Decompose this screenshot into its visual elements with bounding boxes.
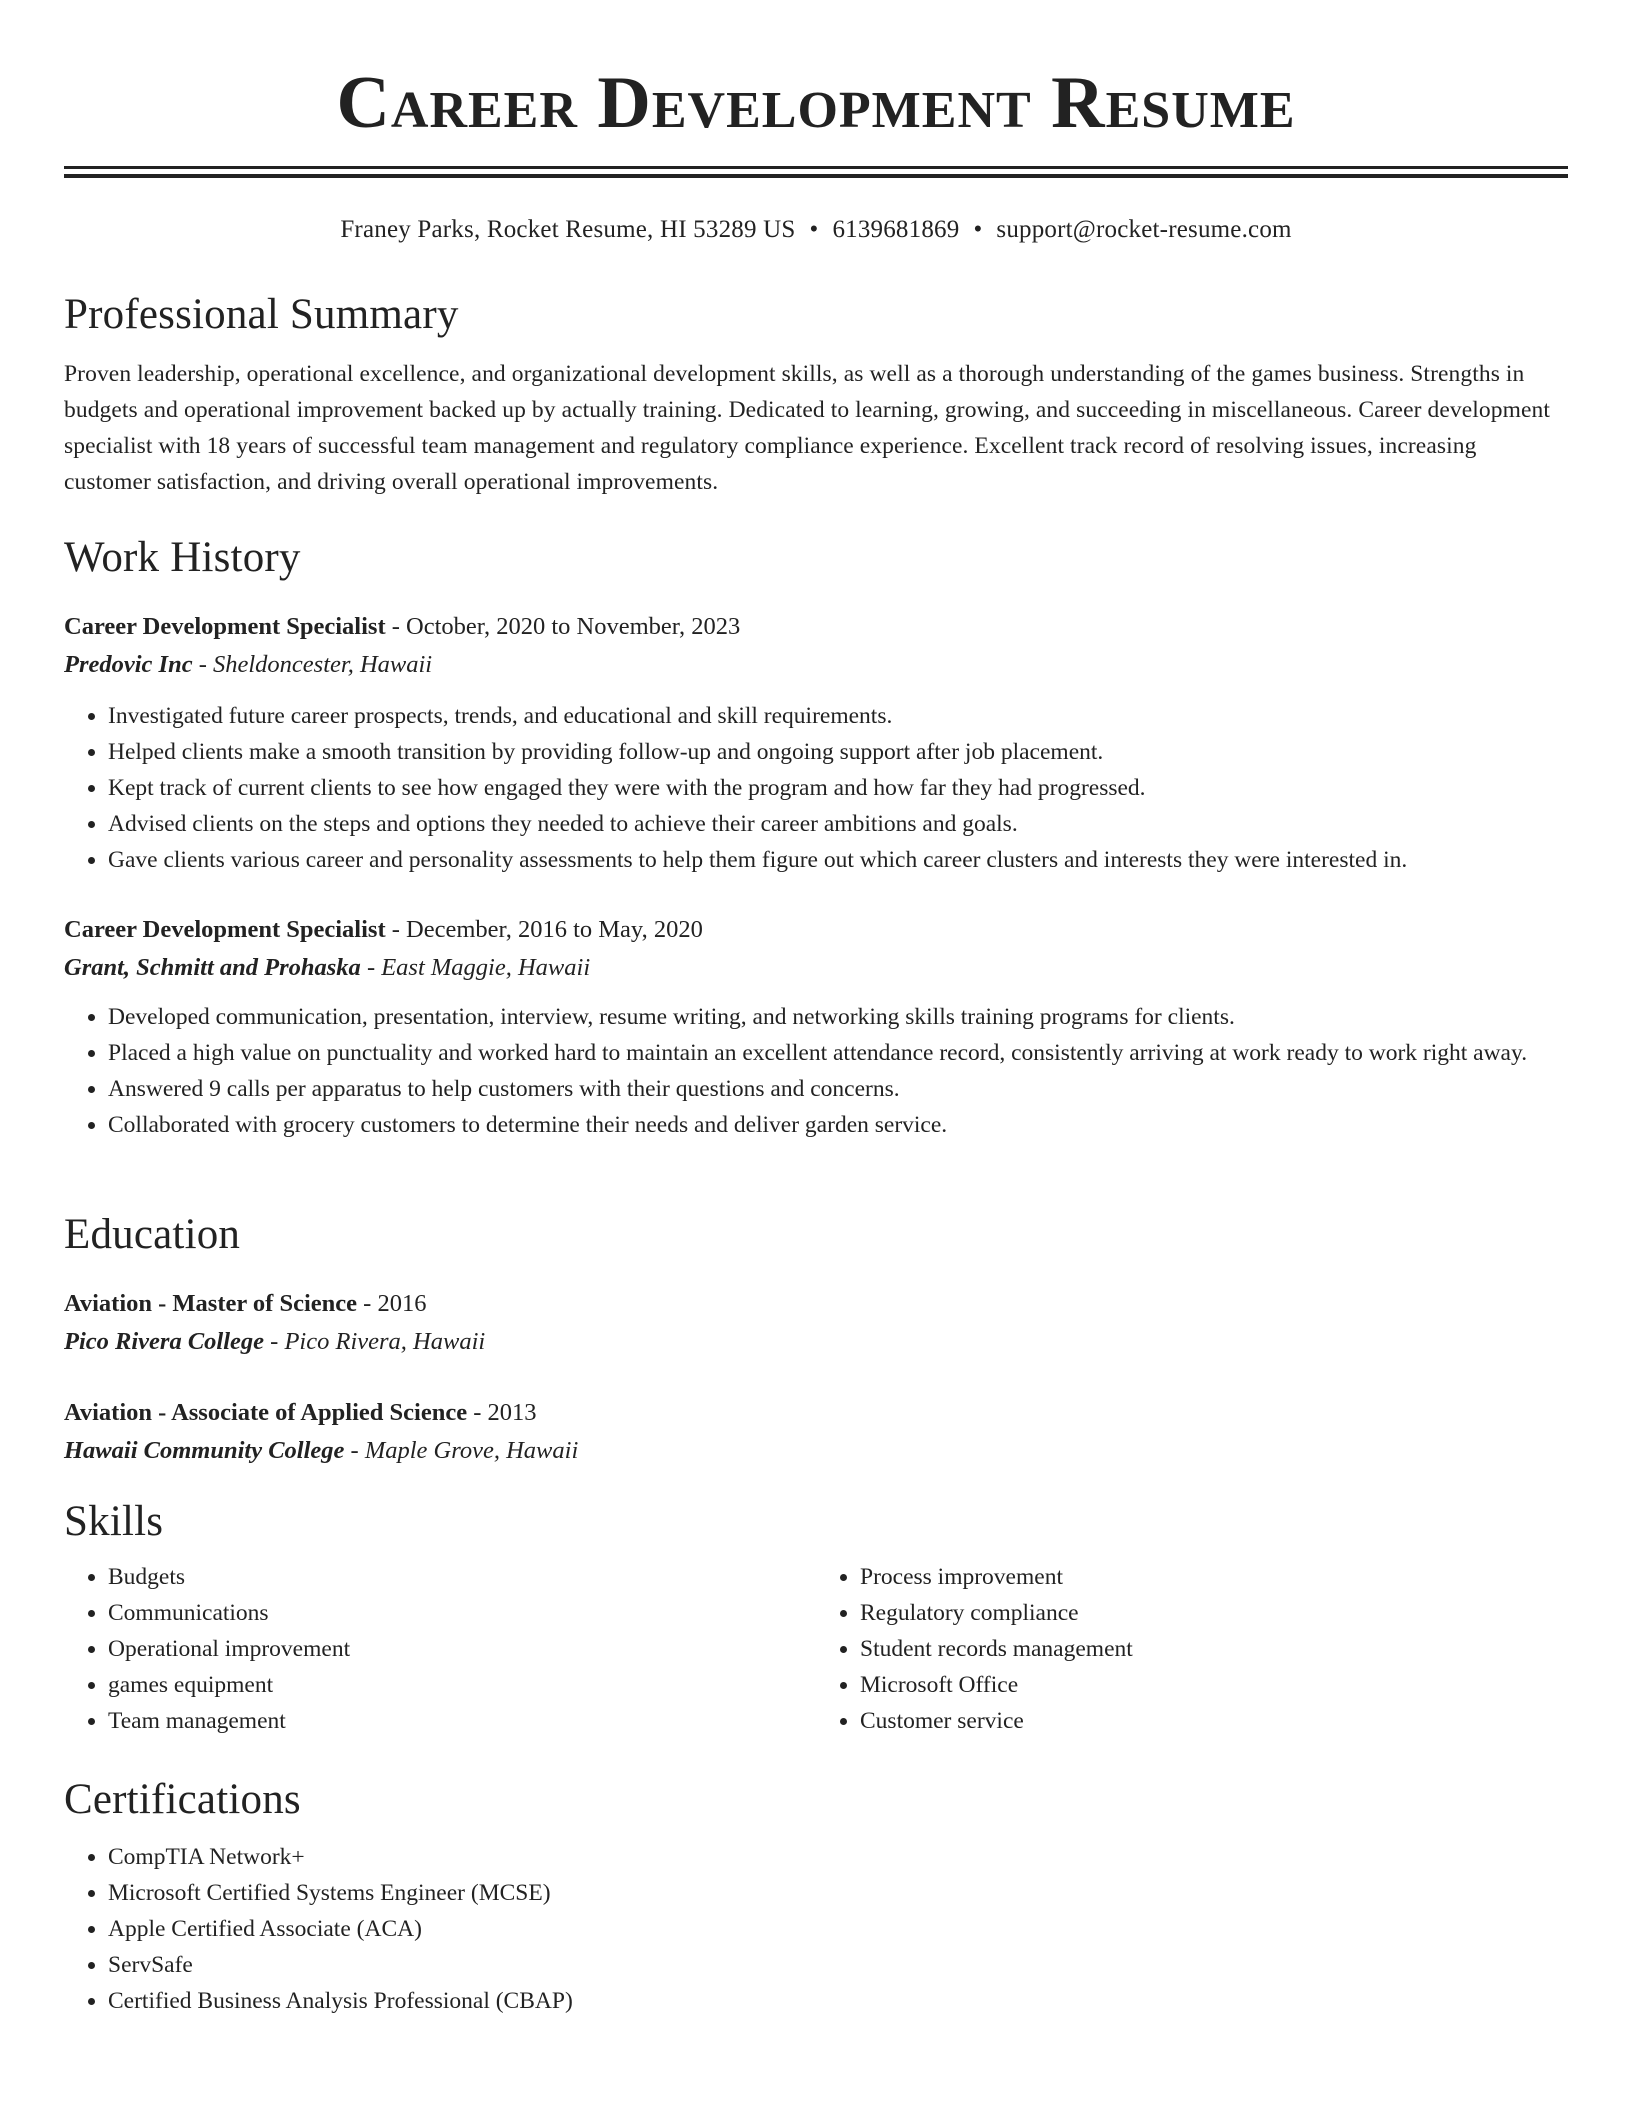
summary-section [64,290,1568,500]
degree-line [64,1285,1568,1323]
skills-grid [64,1559,1568,1739]
contact-separator: • [809,216,819,243]
list-item: • Kept track of current clients to see how engaged they were with the program and how far they had progressed. [108,770,1568,806]
school-name: Hawaii Community College [64,1437,345,1464]
school-line [64,1432,1568,1470]
list-item: • Gave clients various career and personality assessments to help them figure out which career clusters and interests they were interested in. [108,842,1568,878]
degree-name: Aviation - Associate of Applied Science [64,1399,468,1426]
list-item: • Certified Business Analysis Professional (CBAP) [108,1983,1568,2019]
degree-name: Aviation - Master of Science [64,1290,358,1317]
title-divider [64,166,1568,178]
skills-list-right [816,1559,1568,1739]
list-item: • Answered 9 calls per apparatus to help customers with their questions and concerns. [108,1071,1568,1107]
company-line [64,646,1568,684]
list-item: • Regulatory compliance [860,1595,1568,1631]
job-title-line [64,911,1568,949]
contact-separator: • [973,216,983,243]
degree-line [64,1394,1568,1432]
list-item: • CompTIA Network+ [108,1839,1568,1875]
certifications-heading: Certifications [64,1776,301,1823]
list-item: • Operational improvement [108,1631,816,1667]
company-name: Predovic Inc [64,651,193,678]
skills-list-left [64,1559,816,1739]
school-name: Pico Rivera College [64,1328,265,1355]
list-item: • Helped clients make a smooth transition by providing follow-up and ongoing support after job placement. [108,734,1568,770]
education-heading: Education [64,1211,241,1258]
list-item: • Placed a high value on punctuality and worked hard to maintain an excellent attendance record, consistently arriving at work ready to work right away. [108,1035,1568,1071]
company-location: - East Maggie, Hawaii [360,954,591,981]
job-title: Career Development Specialist [64,613,386,640]
job-entry [64,911,1568,1143]
company-location: - Sheldoncester, Hawaii [192,651,433,678]
job-duties-list [64,999,1568,1143]
certifications-section [64,1775,1568,2019]
job-entry [64,608,1568,878]
list-item: • Developed communication, presentation, interview, resume writing, and networking skills training programs for clients. [108,999,1568,1035]
school-location: - Pico Rivera, Hawaii [264,1328,486,1355]
list-item: • Team management [108,1703,816,1739]
contact-line [64,214,1568,246]
job-duties-list [64,698,1568,878]
education-section [64,1210,1568,1260]
degree-year: - 2016 [357,1290,427,1317]
contact-email: support@rocket-resume.com [996,216,1292,243]
resume-title: Career Development Resume [336,62,1296,144]
school-line [64,1323,1568,1361]
list-item: • Communications [108,1595,816,1631]
list-item: • Investigated future career prospects, trends, and educational and skill requirements. [108,698,1568,734]
company-name: Grant, Schmitt and Prohaska [64,954,361,981]
list-item: • Process improvement [860,1559,1568,1595]
list-item: • games equipment [108,1667,816,1703]
list-item: • Student records management [860,1631,1568,1667]
job-title: Career Development Specialist [64,916,386,943]
summary-text: Proven leadership, operational excellence, and organizational development skills, as well as a thorough understanding of the games business. Strengths in budgets and operational improvement backed up by actually training. Dedicated to learning, growing, and succeeding in miscellaneous. Career development specialist with 18 years of successful team management and regulatory compliance experience. Excellent track record of resolving issues, increasing customer satisfaction, and driving overall operational improvements. [64,361,1550,495]
education-entry [64,1394,1568,1470]
contact-phone: 6139681869 [832,216,960,243]
list-item: • Customer service [860,1703,1568,1739]
work-history-section [64,533,1568,583]
summary-heading: Professional Summary [64,291,459,338]
school-location: - Maple Grove, Hawaii [344,1437,579,1464]
certifications-list [64,1839,1568,2019]
list-item: • ServSafe [108,1947,1568,1983]
skills-section [64,1497,1568,1739]
list-item: • Collaborated with grocery customers to determine their needs and deliver garden service. [108,1107,1568,1143]
work-history-heading: Work History [64,534,301,581]
education-entry [64,1285,1568,1361]
job-title-line [64,608,1568,646]
list-item: • Budgets [108,1559,816,1595]
degree-year: - 2013 [467,1399,537,1426]
job-dates: - December, 2016 to May, 2020 [385,916,703,943]
company-line [64,949,1568,987]
list-item: • Advised clients on the steps and options they needed to achieve their career ambitions and goals. [108,806,1568,842]
contact-address: Franey Parks, Rocket Resume, HI 53289 US [340,216,796,243]
list-item: • Microsoft Certified Systems Engineer (MCSE) [108,1875,1568,1911]
list-item: • Microsoft Office [860,1667,1568,1703]
skills-heading: Skills [64,1498,164,1545]
list-item: • Apple Certified Associate (ACA) [108,1911,1568,1947]
job-dates: - October, 2020 to November, 2023 [385,613,741,640]
